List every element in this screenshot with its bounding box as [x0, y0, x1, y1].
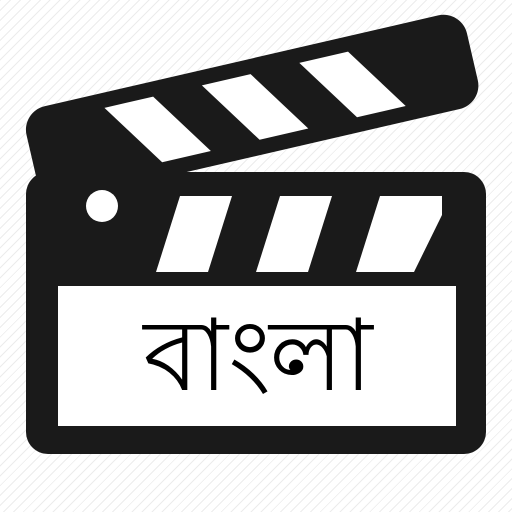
title-panel	[58, 286, 456, 426]
bangla-title-text: বাংলা	[143, 297, 371, 414]
hinge-dot	[86, 190, 118, 222]
